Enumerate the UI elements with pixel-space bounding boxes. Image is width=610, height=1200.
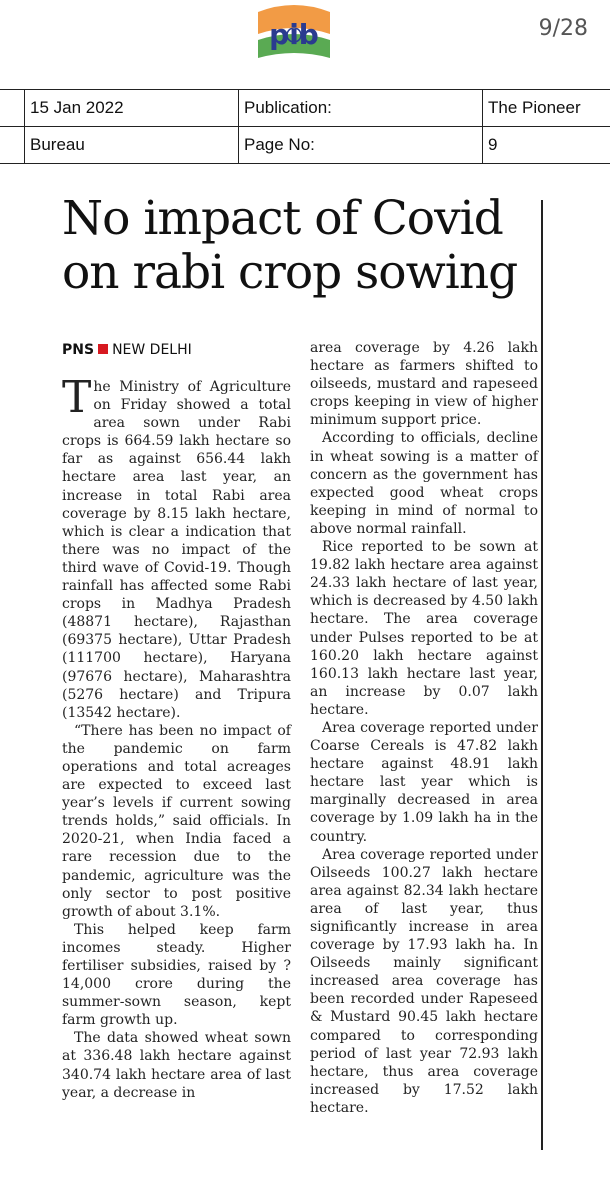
page-counter: 9/28	[538, 16, 588, 41]
byline-agency: PNS	[62, 342, 95, 358]
paragraph-3: This helped keep farm incomes steady. Higher fertiliser subsidies, raised by ?14,000 crore during the summer-sown season, kept farm growth up.	[62, 921, 291, 1029]
paragraph-1-text: he Ministry of Agriculture on Friday showed a total area sown under Rabi crops is 664.59 lakh hectare so far as against 656.44 lakh hectare area last year, an increase in total Rabi area coverage by 8.15 lakh hectare, which is clear a indication that there was no impact of the third wave of Covid-19. Though rainfall has affected some Rabi crops in Madhya Pradesh (48871 hectare), Rajasthan (69375 hectare), Uttar Pradesh (111700 hectare), Haryana (97676 hectare), Maharashtra (5276 hectare) and Tripura (13542 hectare).	[62, 379, 291, 721]
metadata-spacer-cell	[0, 127, 25, 164]
page-label: Page No:	[239, 127, 483, 164]
paragraph-9: Area coverage reported under Oilseeds 100.27 lakh hectare area against 82.34 lakh hectare area of last year, thus significantly increase in area coverage by 17.93 lakh ha. In Oilseeds mainly significant increased area coverage has been recorded under Rapeseed & Mustard 90.45 lakh hectare compared to corresponding period of last year 72.93 lakh hectare, thus area coverage increased by 17.52 lakh hectare.	[310, 846, 538, 1116]
viewer-top-bar	[0, 0, 610, 84]
page-value: 9	[483, 127, 610, 164]
byline-city: NEW DELHI	[112, 342, 192, 358]
paragraph-5: area coverage by 4.26 lakh hectare as farmers shifted to oilseeds, mustard and rapeseed crops keeping in view of higher minimum support price.	[310, 340, 538, 429]
clipping-metadata-table	[0, 89, 610, 164]
paragraph-8: Area coverage reported under Coarse Cereals is 47.82 lakh hectare against 48.91 lakh hectare last year which is marginally decreased in area coverage by 1.09 lakh ha in the country.	[310, 719, 538, 845]
metadata-row	[0, 90, 610, 127]
svg-text:pib: pib	[269, 18, 319, 51]
byline-red-square	[98, 344, 108, 354]
paragraph-2: “There has been no impact of the pandemic on farm operations and total acreages are expected to exceed last year’s levels if current sowing trends holds,” said officials. In 2020-21, when India faced a rare recession due to the pandemic, agriculture was the only sector to post positive growth of about 3.1%.	[62, 722, 291, 920]
byline	[62, 342, 192, 358]
article-column-2	[310, 339, 538, 1117]
column-divider	[541, 200, 543, 1150]
paragraph-7: Rice reported to be sown at 19.82 lakh hectare area against 24.33 lakh hectare of last year, which is decreased by 4.50 lakh hectare. The area coverage under Pulses reported to be at 160.20 lakh hectare against 160.13 lakh hectare last year, an increase by 0.07 lakh hectare.	[310, 539, 538, 718]
article-column-1	[62, 372, 291, 1102]
paragraph-4: The data showed wheat sown at 336.48 lakh hectare against 340.74 lakh hectare area of last year, a decrease in	[62, 1030, 291, 1101]
publication-value: The Pioneer	[483, 90, 610, 127]
paragraph-6: According to officials, decline in wheat sowing is a matter of concern as the government has expected good wheat crops keeping in mind of normal to above normal rainfall.	[310, 430, 538, 537]
drop-cap: T	[62, 372, 92, 423]
metadata-row	[0, 127, 610, 164]
publication-label: Publication:	[239, 90, 483, 127]
date-cell: 15 Jan 2022	[25, 90, 239, 127]
article-headline: No impact of Covid on rabi crop sowing	[62, 191, 518, 300]
edition-cell: Bureau	[25, 127, 239, 164]
metadata-spacer-cell	[0, 90, 25, 127]
paragraph-1	[62, 372, 291, 722]
pib-logo	[248, 4, 340, 66]
